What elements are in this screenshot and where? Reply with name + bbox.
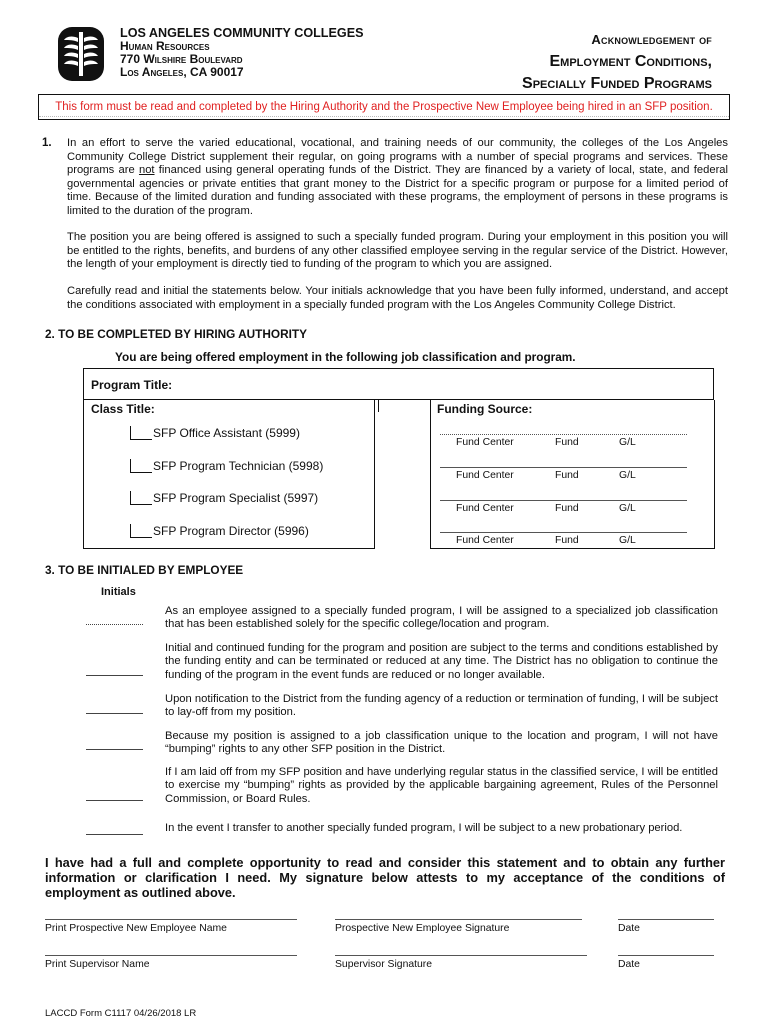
class-office-assistant: SFP Office Assistant (5999) (153, 426, 300, 440)
date-label-1: Date (618, 923, 640, 934)
para1-text-a: In an effort to serve the varied educational, vocational, and training needs of our community, the colleges of the Los Angeles Community College District supplement their regular, on going programs with a number of special programs and services. These programs are (67, 137, 728, 177)
funding-line-2[interactable] (440, 467, 687, 468)
fund-center-label-3: Fund Center (456, 503, 514, 514)
section2-heading: 2. TO BE COMPLETED BY HIRING AUTHORITY (45, 327, 307, 341)
org-name: LOS ANGELES COMMUNITY COLLEGES (120, 26, 364, 40)
fund-label-1: Fund (555, 437, 579, 448)
gl-label-1: G/L (619, 437, 636, 448)
program-title-field[interactable] (83, 368, 714, 400)
initial-field-2[interactable] (86, 675, 143, 676)
class-box-bottom-border (83, 548, 375, 549)
class-box-right-border (374, 400, 375, 548)
fund-center-label-1: Fund Center (456, 437, 514, 448)
funding-line-3[interactable] (440, 500, 687, 501)
program-title-label: Program Title: (91, 378, 173, 392)
title-line1: Acknowledgement of (591, 32, 712, 47)
department: Human Resources (120, 39, 210, 53)
initial-field-6[interactable] (86, 834, 143, 835)
class-title-label: Class Title: (91, 402, 155, 416)
gl-label-3: G/L (619, 503, 636, 514)
employee-signature-line[interactable] (335, 919, 582, 920)
section1-number: 1. (42, 137, 52, 149)
para1-emphasis: not (138, 164, 155, 177)
initial-field-3[interactable] (86, 713, 143, 714)
instruction-notice: This form must be read and completed by the Hiring Authority and the Prospective New Employee being hired in an SFP position. (38, 94, 730, 120)
funding-source-label: Funding Source: (437, 402, 533, 416)
title-line3: Specially Funded Programs (522, 75, 712, 92)
divider-tick (378, 400, 379, 412)
supervisor-signature-line[interactable] (335, 955, 587, 956)
statement-2: Initial and continued funding for the program and position are subject to the terms and conditions established by the funding entity and can be terminated or reduced at any time. The District has no obligation to continue the funding of the program in the event funds are reduced or no longer available. (165, 642, 718, 681)
initial-field-5[interactable] (86, 800, 143, 801)
checkbox-program-technician[interactable] (130, 459, 152, 473)
section1-paragraph2: The position you are being offered is assigned to such a specially funded program. During your employment in this position you will be entitled to the rights, benefits, and burdens of any other classified employee serving in the regular service of the District. However, the length of your employment is directly tied to funding of the program to which you are assigned. (67, 231, 728, 271)
section1-paragraph3: Carefully read and initial the statements below. Your initials acknowledge that you have been fully informed, understand, and accept the conditions associated with employment in a specially funded program with the Los Angeles Community College District. (67, 285, 728, 311)
funding-box-right-border (714, 400, 715, 548)
section1-paragraph1 (67, 137, 728, 219)
checkbox-office-assistant[interactable] (130, 426, 152, 440)
acknowledgement-statement: I have had a full and complete opportunity to read and consider this statement and to obtain any further information or clarification I need. My signature below attests to my acceptance of the conditions of employment as outlined above. (45, 855, 725, 900)
title-line2: Employment Conditions, (549, 53, 712, 70)
form-footer: LACCD Form C1117 04/26/2018 LR (45, 1008, 197, 1019)
fund-center-label-2: Fund Center (456, 470, 514, 481)
laccd-logo (57, 26, 105, 82)
class-program-director: SFP Program Director (5996) (153, 524, 309, 538)
checkbox-program-director[interactable] (130, 524, 152, 538)
date-label-2: Date (618, 959, 640, 970)
class-box-left-border (83, 400, 84, 548)
employee-signature-label: Prospective New Employee Signature (335, 923, 510, 934)
fund-label-2: Fund (555, 470, 579, 481)
employee-name-line[interactable] (45, 919, 297, 920)
statement-1: As an employee assigned to a specially funded program, I will be assigned to a specialized job classification that has been established solely for the specific college/location and program. (165, 605, 718, 631)
offer-text: You are being offered employment in the following job classification and program. (115, 350, 576, 364)
section3-heading: 3. TO BE INITIALED BY EMPLOYEE (45, 563, 244, 577)
org-header (120, 27, 364, 79)
para1-text-b: financed using general operating funds of the District. They are financed by a variety of local, state, and federal governmental agencies or private entities that grant money to the District for a specific program or purpose for a limited period of time. Because of the limited duration and funding associated with these programs, the employment of persons in these programs is limited to the duration of the program. (67, 164, 729, 217)
initial-field-4[interactable] (86, 749, 143, 750)
funding-line-1[interactable] (440, 434, 687, 435)
employee-name-label: Print Prospective New Employee Name (45, 923, 227, 934)
initials-label: Initials (101, 586, 136, 598)
funding-line-4[interactable] (440, 532, 687, 533)
supervisor-signature-label: Supervisor Signature (335, 959, 433, 970)
address-line2: Los Angeles, CA 90017 (120, 65, 244, 79)
form-title (522, 29, 712, 95)
initial-field-1[interactable] (86, 624, 143, 625)
supervisor-name-line[interactable] (45, 955, 297, 956)
statement-6: In the event I transfer to another specially funded program, I will be subject to a new probationary period. (165, 822, 683, 834)
statement-4: Because my position is assigned to a job classification unique to the location and program, I will not have “bumping” rights to any other SFP position in the District. (165, 730, 718, 756)
supervisor-name-label: Print Supervisor Name (45, 959, 150, 970)
statement-3: Upon notification to the District from the funding agency of a reduction or termination of funding, I will be subject to lay-off from my position. (165, 693, 718, 719)
gl-label-2: G/L (619, 470, 636, 481)
funding-box-bottom-border (430, 548, 715, 549)
gl-label-4: G/L (619, 535, 636, 546)
funding-box-left-border (430, 400, 431, 548)
fund-label-3: Fund (555, 503, 579, 514)
fund-label-4: Fund (555, 535, 579, 546)
checkbox-program-specialist[interactable] (130, 491, 152, 505)
date-line-2[interactable] (618, 955, 714, 956)
class-program-technician: SFP Program Technician (5998) (153, 459, 324, 473)
fund-center-label-4: Fund Center (456, 535, 514, 546)
class-program-specialist: SFP Program Specialist (5997) (153, 491, 319, 505)
address-line1: 770 Wilshire Boulevard (120, 52, 243, 66)
date-line-1[interactable] (618, 919, 714, 920)
statement-5: If I am laid off from my SFP position and have underlying regular status in the classified service, I will be entitled to exercise my “bumping” rights as provided by the applicable bargaining agreement, Rules of the Personnel Commission, or Board Rules. (165, 766, 718, 805)
